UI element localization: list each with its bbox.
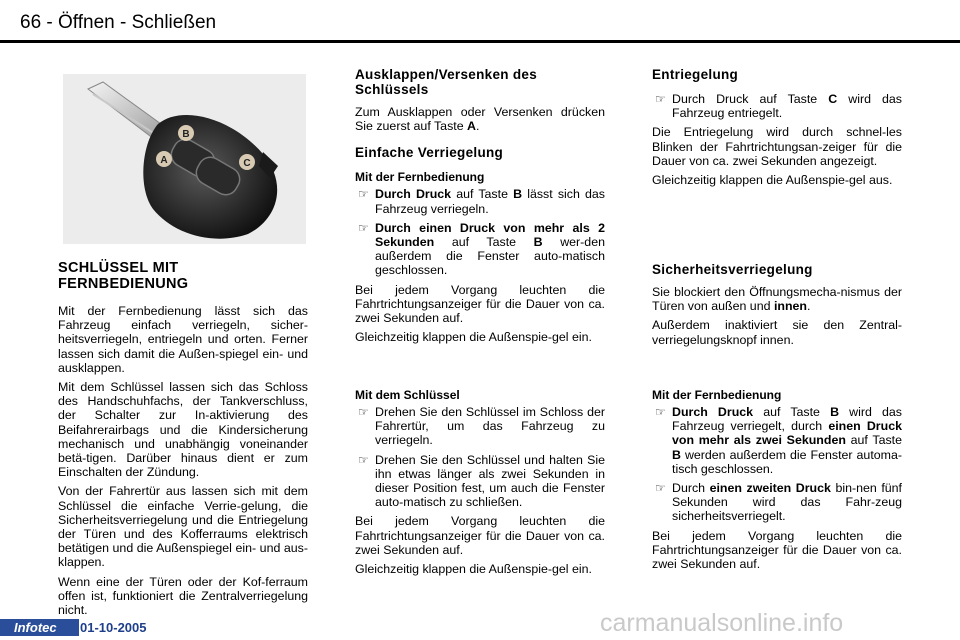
pointing-hand-icon: ☞ xyxy=(358,452,369,467)
subheading: Mit der Fernbedienung xyxy=(355,170,485,185)
paragraph: Mit dem Schlüssel lassen sich das Schloss des Handschuhfachs, der Tankverschluss, der Schalter zur In-aktivierung des Beifahrerairbags und die Kindersicherung mechanisch und unabhängig voneinander betä-tigen. Darüber hinaus dient er zum Einschalten der Zündung. xyxy=(58,380,308,480)
pointing-hand-icon: ☞ xyxy=(655,92,666,106)
column-2-lower xyxy=(355,388,605,581)
paragraph: Bei jedem Vorgang leuchten die Fahrtrichtungsanzeiger für die Dauer von ca. zwei Sekunden auf. xyxy=(652,528,902,572)
paragraph: Außerdem inaktiviert sie den Zentral-verriegelungsknopf innen. xyxy=(652,318,902,347)
label-a: A xyxy=(160,155,168,166)
column-1 xyxy=(58,260,308,622)
section-title-unfold: Ausklappen/Versenken des Schlüssels xyxy=(355,67,538,97)
section-title-unlock: Entriegelung xyxy=(652,67,739,82)
column-3-middle xyxy=(652,262,902,352)
pointing-hand-icon: ☞ xyxy=(358,187,369,202)
label-b: B xyxy=(182,129,190,140)
footer-date: 01-10-2005 xyxy=(80,620,147,635)
paragraph: Gleichzeitig klappen die Außenspie-gel aus. xyxy=(652,173,893,188)
subheading: Mit der Fernbedienung xyxy=(652,388,782,402)
list-item: ☞ Durch einen zweiten Druck bin-nen fünf Sekunden wird das Fahr-zeug sicherheitsverriegelt. xyxy=(655,481,903,524)
paragraph: Von der Fahrertür aus lassen sich mit dem Schlüssel die einfache Verrie-gelung, die Sicherheitsverriegelung und die Entriegelung der Türen und des Kofferraums elektrisch betätigen und die Außenspiegel ein- und aus-klappen. xyxy=(58,484,308,570)
section-title-simple-lock: Einfache Verriegelung xyxy=(355,145,504,161)
key-fob-image xyxy=(63,74,306,244)
list-item: ☞ Durch Druck auf Taste C wird das Fahrzeug entriegelt. xyxy=(655,92,902,121)
pointing-hand-icon: ☞ xyxy=(655,405,666,419)
section-title-deadlock: Sicherheitsverriegelung xyxy=(652,262,813,277)
paragraph: Mit der Fernbedienung lässt sich das Fahrzeug einfach verriegeln, sicher-heitsverriegeln, entriegeln und orten. Ferner lassen sich damit die Außen-spiegel ein- und ausklappen. xyxy=(58,304,308,375)
subheading: Mit dem Schlüssel xyxy=(355,388,460,402)
pointing-hand-icon: ☞ xyxy=(358,220,369,235)
paragraph: Gleichzeitig klappen die Außenspie-gel ein. xyxy=(355,562,592,577)
label-c: C xyxy=(243,158,251,169)
pointing-hand-icon: ☞ xyxy=(655,481,666,496)
list-item: ☞ Drehen Sie den Schlüssel im Schloss der Fahrertür, um das Fahrzeug zu verriegeln. xyxy=(358,405,605,448)
column-2 xyxy=(355,67,605,349)
header-divider xyxy=(0,40,960,43)
column-3 xyxy=(652,67,902,192)
section-title-key: SCHLÜSSEL MIT FERNBEDIENUNG xyxy=(58,260,189,292)
paragraph: Die Entriegelung wird durch schnel-les Blinken der Fahrtrichtungsan-zeiger für die Dauer von ca. zwei Sekunden angezeigt. xyxy=(652,125,902,168)
paragraph: Gleichzeitig klappen die Außenspie-gel ein. xyxy=(355,330,592,345)
page-title: 66 - Öffnen - Schließen xyxy=(20,12,217,33)
infotec-logo: Infotec xyxy=(0,619,79,636)
list-item: ☞ Durch einen Druck von mehr als 2 Sekunden auf Taste B wer-den außerdem die Fenster auto-matisch geschlossen. xyxy=(358,220,605,278)
pointing-hand-icon: ☞ xyxy=(358,405,369,419)
paragraph: Bei jedem Vorgang leuchten die Fahrtrichtungsanzeiger für die Dauer von ca. zwei Sekunden auf. xyxy=(355,514,605,557)
paragraph: Zum Ausklappen oder Versenken drücken Sie zuerst auf Taste A. xyxy=(355,105,605,134)
list-item: ☞ Drehen Sie den Schlüssel und halten Sie ihn etwas länger als zwei Sekunden in dieser Position fest, um auch die Fenster auto-matisch zu schließen. xyxy=(358,452,605,510)
paragraph: Sie blockiert den Öffnungsmecha-nismus der Türen von außen und innen. xyxy=(652,285,902,314)
paragraph: Wenn eine der Türen oder der Kof-ferraum offen ist, funktioniert die Zentralverriegelung nicht. xyxy=(58,574,308,618)
watermark: carmanualsonline.info xyxy=(600,609,844,637)
list-item: ☞ Durch Druck auf Taste B lässt sich das Fahrzeug verriegeln. xyxy=(358,187,605,216)
list-item: ☞ Durch Druck auf Taste B wird das Fahrzeug verriegelt, durch einen Druck von mehr als zwei Sekunden auf Taste B werden außerdem die Fenster automa-tisch geschlossen. xyxy=(655,405,903,476)
column-3-lower xyxy=(652,388,902,576)
paragraph: Bei jedem Vorgang leuchten die Fahrtrichtungsanzeiger für die Dauer von ca. zwei Sekunden auf. xyxy=(355,282,605,326)
